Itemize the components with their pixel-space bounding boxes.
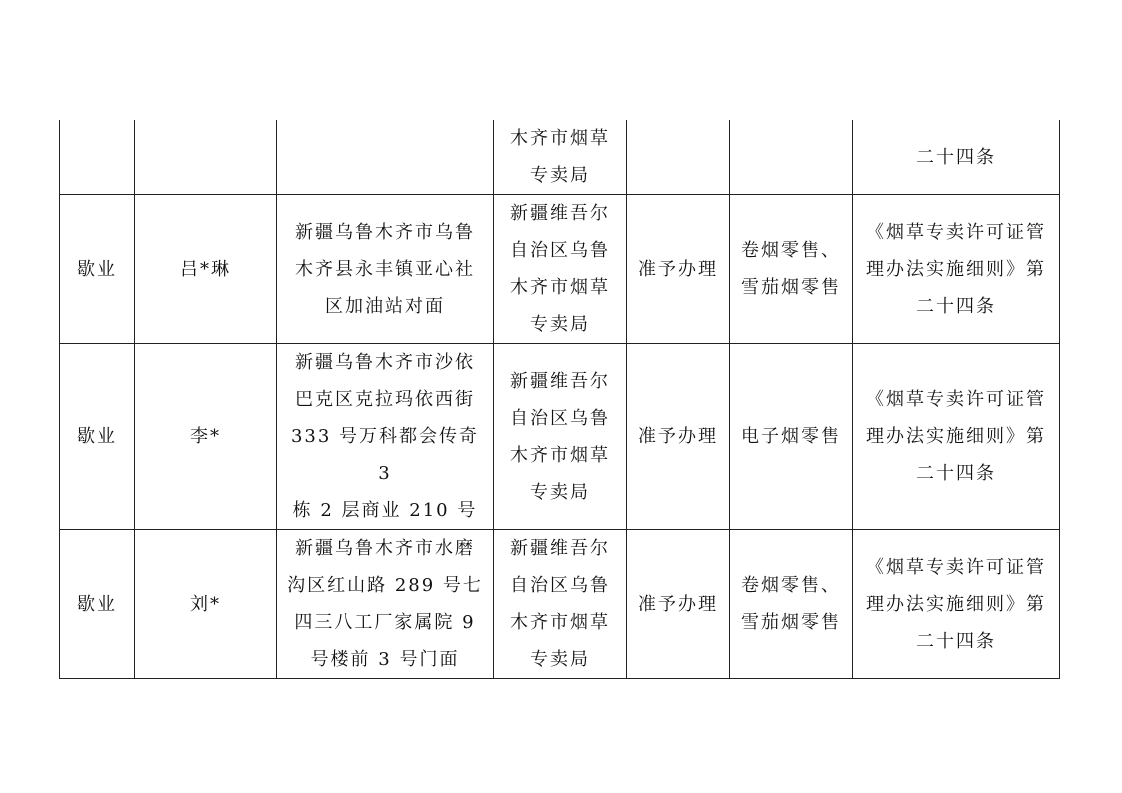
table-row bbox=[60, 120, 1060, 195]
authority-cell-line: 专卖局 bbox=[530, 165, 590, 186]
basis-cell bbox=[853, 120, 1060, 195]
address-cell-line: 栋 2 层商业 210 号 bbox=[292, 500, 478, 521]
scope-cell-line: 雪茄烟零售 bbox=[741, 612, 841, 633]
authority-cell bbox=[494, 195, 627, 344]
address-cell-line: 新疆乌鲁木齐市水磨 bbox=[295, 538, 475, 559]
basis-cell-line: 二十四条 bbox=[916, 630, 996, 652]
authority-cell-line: 木齐市烟草 bbox=[510, 444, 610, 466]
authority-cell-line: 木齐市烟草 bbox=[510, 612, 610, 633]
basis-cell-line: 理办法实施细则》第 bbox=[866, 593, 1046, 615]
address-cell-line: 木齐县永丰镇亚心社 bbox=[295, 258, 475, 280]
name-cell: 吕*琳 bbox=[135, 195, 277, 344]
authority-cell-line: 木齐市烟草 bbox=[510, 277, 610, 298]
address-cell-line: 新疆乌鲁木齐市乌鲁 bbox=[295, 221, 475, 243]
decision-cell bbox=[627, 120, 730, 195]
authority-cell-line: 新疆维吾尔 bbox=[510, 370, 610, 392]
address-cell-line: 四三八工厂家属院 9 bbox=[294, 612, 476, 633]
authority-cell-line: 木齐市烟草 bbox=[510, 128, 610, 149]
decision-cell: 准予办理 bbox=[627, 344, 730, 530]
address-cell-line: 新疆乌鲁木齐市沙依 bbox=[295, 352, 475, 373]
table-body bbox=[60, 120, 1060, 679]
authority-cell-line: 新疆维吾尔 bbox=[510, 538, 610, 559]
status-cell: 歇业 bbox=[60, 344, 135, 530]
basis-cell-line: 理办法实施细则》第 bbox=[866, 426, 1046, 447]
table-row bbox=[60, 195, 1060, 344]
address-cell bbox=[277, 344, 494, 530]
authority-cell-line: 自治区乌鲁 bbox=[510, 407, 610, 429]
scope-cell bbox=[730, 344, 853, 530]
decision-cell: 准予办理 bbox=[627, 530, 730, 679]
scope-cell bbox=[730, 530, 853, 679]
authority-cell-line: 专卖局 bbox=[530, 649, 590, 670]
authority-cell bbox=[494, 120, 627, 195]
name-cell bbox=[135, 120, 277, 195]
basis-cell-line: 二十四条 bbox=[916, 295, 996, 317]
scope-cell-line: 卷烟零售、 bbox=[741, 575, 841, 596]
name-cell: 李* bbox=[135, 344, 277, 530]
basis-cell bbox=[853, 344, 1060, 530]
address-cell bbox=[277, 195, 494, 344]
basis-cell-line: 二十四条 bbox=[916, 146, 996, 168]
address-cell-line: 区加油站对面 bbox=[325, 295, 445, 317]
authority-cell bbox=[494, 344, 627, 530]
authority-cell-line: 自治区乌鲁 bbox=[510, 575, 610, 596]
authority-cell-line: 专卖局 bbox=[530, 314, 590, 335]
address-cell-line: 333 号万科都会传奇 3 bbox=[290, 426, 480, 484]
decision-cell: 准予办理 bbox=[627, 195, 730, 344]
address-cell bbox=[277, 120, 494, 195]
table-row bbox=[60, 530, 1060, 679]
basis-cell-line: 《烟草专卖许可证管 bbox=[866, 556, 1046, 578]
scope-cell bbox=[730, 195, 853, 344]
status-cell: 歇业 bbox=[60, 530, 135, 679]
status-cell bbox=[60, 120, 135, 195]
basis-cell bbox=[853, 195, 1060, 344]
basis-cell-line: 《烟草专卖许可证管 bbox=[866, 389, 1046, 410]
address-cell-line: 巴克区克拉玛依西街 bbox=[295, 389, 475, 410]
authority-cell-line: 专卖局 bbox=[530, 481, 590, 503]
scope-cell-line: 卷烟零售、 bbox=[741, 240, 841, 261]
scope-cell-line: 电子烟零售 bbox=[741, 426, 841, 447]
basis-cell-line: 二十四条 bbox=[916, 463, 996, 484]
basis-cell-line: 《烟草专卖许可证管 bbox=[866, 221, 1046, 243]
basis-cell bbox=[853, 530, 1060, 679]
address-cell bbox=[277, 530, 494, 679]
status-cell: 歇业 bbox=[60, 195, 135, 344]
basis-cell-line: 理办法实施细则》第 bbox=[866, 258, 1046, 280]
scope-cell bbox=[730, 120, 853, 195]
authority-cell-line: 自治区乌鲁 bbox=[510, 240, 610, 261]
authority-cell-line: 新疆维吾尔 bbox=[510, 203, 610, 224]
authority-cell bbox=[494, 530, 627, 679]
address-cell-line: 号楼前 3 号门面 bbox=[310, 649, 460, 670]
name-cell: 刘* bbox=[135, 530, 277, 679]
table-row bbox=[60, 344, 1060, 530]
license-table bbox=[59, 120, 1060, 679]
address-cell-line: 沟区红山路 289 号七 bbox=[287, 575, 483, 596]
scope-cell-line: 雪茄烟零售 bbox=[741, 277, 841, 298]
